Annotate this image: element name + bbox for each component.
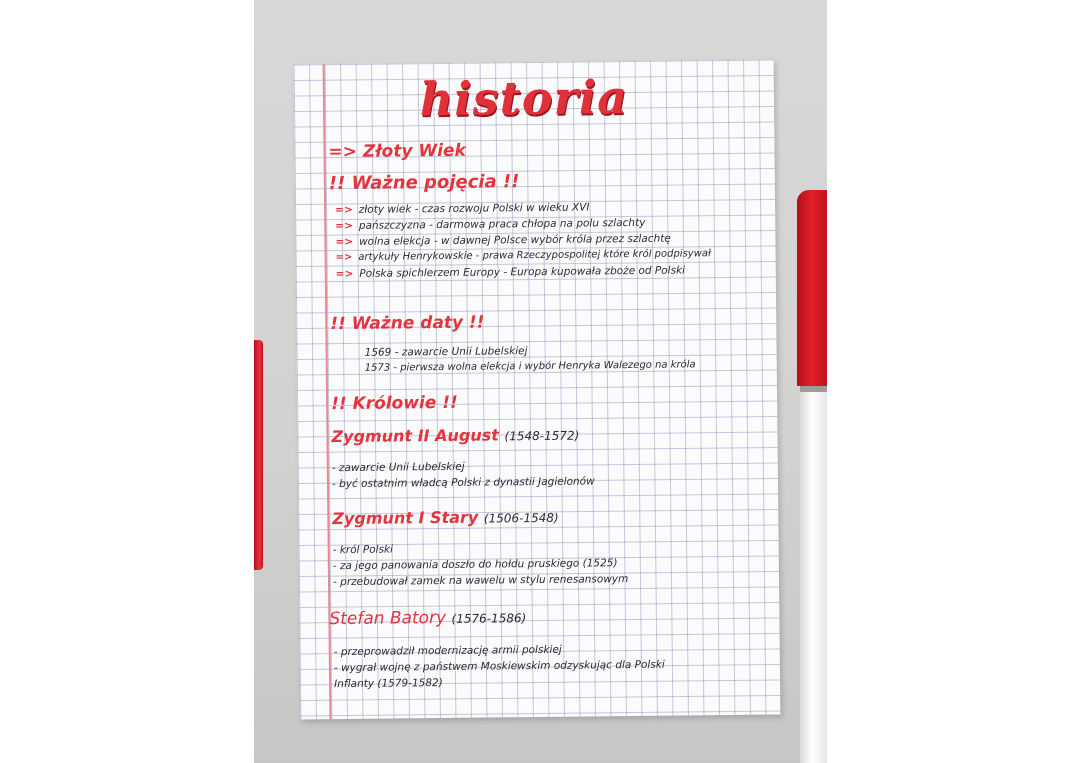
king-years: (1576-1586) (451, 611, 527, 626)
concept-item: => złoty wiek - czas rozwoju Polski w wieku XVI (335, 201, 590, 217)
kings-heading: !! Królowie !! (331, 392, 458, 415)
note-title: historia (419, 70, 629, 127)
king-name: Stefan Batory (1576-1586) (329, 607, 527, 630)
red-marker-cap (797, 190, 827, 386)
date-item: 1573 - pierwsza wolna elekcja i wybór Henryka Walezego na króla (364, 359, 696, 374)
arrow-icon: => (335, 219, 353, 233)
arrow-icon: => (335, 251, 353, 264)
red-marker-ring (800, 386, 827, 392)
king-years: (1506-1548) (483, 510, 559, 526)
king-fact: - za jego panowania doszło do hołdu pruskiego (1525) (332, 557, 618, 573)
concept-item: => pańszczyzna - darmowa praca chłopa na polu szlachty (335, 216, 646, 233)
king-fact: - wygrał wojnę z państwem Moskiewskim odzyskując dla Polski (333, 658, 665, 675)
photo-background (254, 0, 827, 763)
concepts-heading: !! Ważne pojęcia !! (328, 171, 520, 195)
grid-paper-note (294, 60, 781, 720)
king-fact: Inflanty (1579-1582) (334, 677, 443, 691)
king-fact: - zawarcie Unii Lubelskiej (331, 460, 465, 475)
concept-item: => Polska spichlerzem Europy - Europa kupowała zboże od Polski (335, 264, 686, 281)
king-fact: - król Polski (332, 543, 394, 557)
king-fact: - przebudował zamek na wawelu w stylu renesansowym (332, 573, 629, 589)
concept-item: => artykuły Henrykowskie - prawa Rzeczypospolitej które król podpisywał (335, 248, 711, 264)
date-item: 1569 - zawarcie Unii Lubelskiej (364, 345, 528, 359)
king-name: Zygmunt II August (1548-1572) (331, 425, 580, 447)
king-fact: - przeprowadził modernizację armii polskiej (333, 643, 562, 659)
arrow-icon: => (335, 235, 354, 249)
red-marker-body (800, 386, 827, 763)
king-name: Zygmunt I Stary (1506-1548) (332, 507, 559, 529)
king-fact: - być ostatnim władcą Polski z dynastii Jagielonów (331, 475, 595, 491)
concept-item: => wolna elekcja - w dawnej Polsce wybór króla przez szlachtę (335, 232, 671, 249)
section-golden-age: => Złoty Wiek (328, 140, 466, 163)
red-marker-left (254, 340, 263, 570)
arrow-icon: => (335, 203, 353, 217)
dates-heading: !! Ważne daty !! (330, 312, 485, 335)
king-years: (1548-1572) (504, 428, 580, 444)
arrow-icon: => (335, 267, 354, 281)
